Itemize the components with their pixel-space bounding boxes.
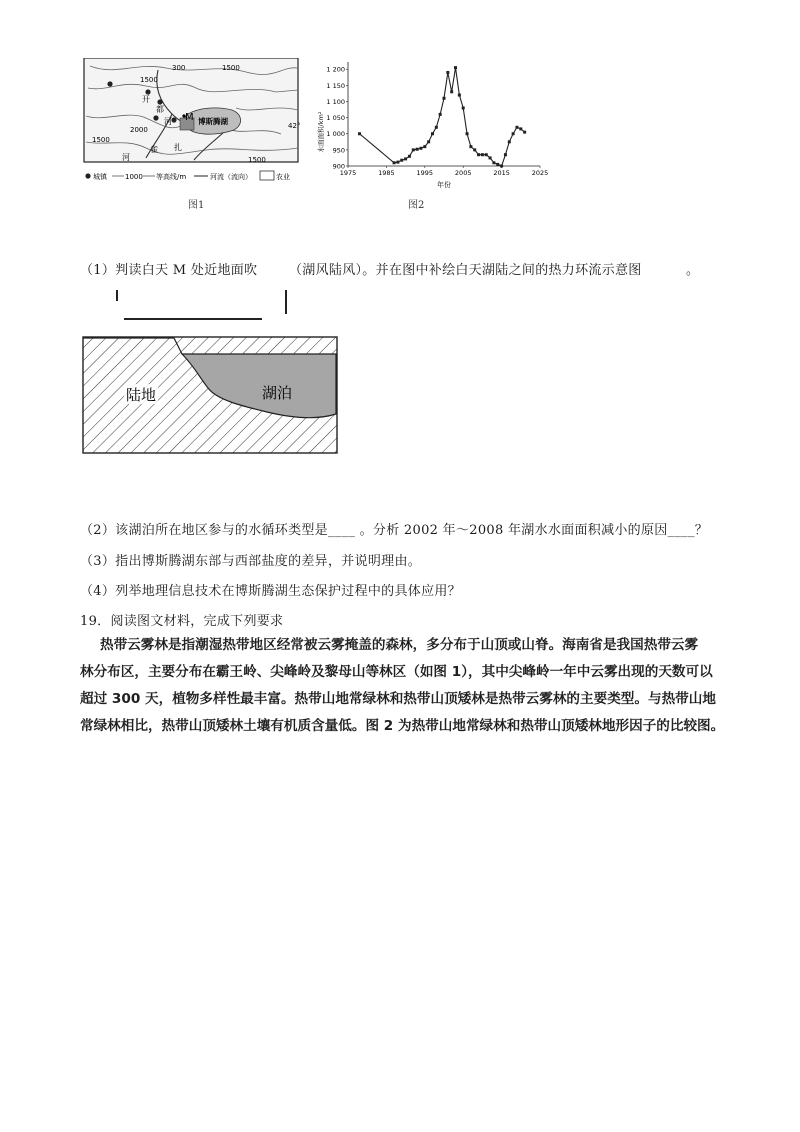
- passage-line: 热带云雾林是指潮湿热带地区经常被云雾掩盖的森林，多分布于山顶或山脊。海南省是我国热带云雾: [100, 637, 699, 653]
- river-name-char: 扎: [174, 143, 182, 152]
- town-dot: [157, 99, 162, 104]
- contour-label: 1500: [222, 64, 240, 72]
- passage-line: 超过 300 天，植物多样性最丰富。热带山地常绿林和热带山顶矮林是热带云雾林的主要类型。与热带山地: [80, 691, 716, 707]
- passage-line: 林分布区，主要分布在霸王岭、尖峰岭及黎母山等林区（如图 1），其中尖峰岭一年中云雾出现的天数可以: [80, 664, 713, 680]
- x-tick-label: 2015: [493, 169, 510, 177]
- data-point: [473, 148, 476, 151]
- data-point: [427, 140, 430, 143]
- figure2: [308, 58, 548, 190]
- data-point: [466, 132, 469, 135]
- figure1: [76, 58, 308, 188]
- data-point: [423, 145, 426, 148]
- y-axis-label: 水面面积/km²: [317, 111, 325, 153]
- data-point: [393, 161, 396, 164]
- legend-river: 河流（流向）: [210, 173, 252, 181]
- y-tick-label: 1 150: [326, 81, 345, 90]
- answer-mark-left: [116, 290, 118, 301]
- map-frame: [84, 58, 301, 162]
- legend-agriculture-icon: [260, 171, 274, 180]
- data-point: [512, 132, 515, 135]
- legend-contour-value: 1000: [125, 173, 143, 181]
- question-1-part-a: （1）判读白天 M 处近地面吹: [80, 263, 258, 278]
- y-tick-label: 1 100: [326, 97, 345, 106]
- data-point: [485, 153, 488, 156]
- answer-mark-right: [285, 290, 287, 314]
- legend-town: 城镇: [93, 173, 107, 181]
- data-point: [515, 126, 518, 129]
- river-name-char: 都: [156, 105, 164, 114]
- y-tick-label: 1 200: [326, 65, 345, 74]
- town-dot: [153, 115, 158, 120]
- data-point: [431, 132, 434, 135]
- data-point: [450, 90, 453, 93]
- data-point: [439, 113, 442, 116]
- data-point: [481, 153, 484, 156]
- data-point: [416, 148, 419, 151]
- question-2: （2）该湖泊所在地区参与的水循环类型是____ 。分析 2002 年～2008 年湖水水面面积减小的原因____？: [80, 523, 709, 538]
- question-3: （3）指出博斯腾湖东部与西部盐度的差异，并说明理由。: [80, 554, 422, 569]
- figure1-map: [76, 58, 308, 188]
- data-point: [519, 127, 522, 130]
- data-point: [408, 155, 411, 158]
- data-point: [412, 148, 415, 151]
- series-line: [360, 68, 525, 166]
- land-lake-svg: [82, 336, 338, 454]
- question-1-part-b: （湖风陆风）。并在图中补绘白天湖陆之间的热力环流示意图: [289, 263, 642, 278]
- answer-underline[interactable]: [124, 318, 262, 320]
- data-point: [523, 131, 526, 134]
- town-dot: [145, 89, 150, 94]
- x-tick-label: 1995: [416, 169, 434, 177]
- question-4: （4）列举地理信息技术在博斯腾湖生态保护过程中的具体应用？: [80, 584, 461, 599]
- river-name-char: 开: [142, 95, 150, 104]
- river-name-char: 雀: [150, 145, 158, 154]
- data-point: [492, 161, 495, 164]
- figure2-chart: [308, 58, 548, 190]
- y-tick-label: 1 050: [326, 114, 345, 123]
- question-19-title: 19．阅读图文材料，完成下列要求: [80, 614, 284, 629]
- y-tick-label: 950: [332, 146, 345, 155]
- data-point: [462, 106, 465, 109]
- land-lake-diagram[interactable]: [82, 336, 338, 454]
- contour-label: 1500: [248, 156, 266, 164]
- data-point: [446, 71, 449, 74]
- data-point: [435, 126, 438, 129]
- figure1-caption: 图1: [188, 200, 205, 211]
- data-point: [469, 145, 472, 148]
- data-point: [504, 153, 507, 156]
- passage-line: 常绿林相比，热带山顶矮林土壤有机质含量低。图 2 为热带山地常绿林和热带山顶矮林地形因子的比较图。: [80, 718, 725, 734]
- data-point: [454, 66, 457, 69]
- data-point: [500, 165, 503, 168]
- land-label: 陆地: [126, 386, 157, 404]
- figure2-caption: 图2: [408, 200, 425, 211]
- data-point: [458, 94, 461, 97]
- data-point: [489, 156, 492, 159]
- data-point: [496, 163, 499, 166]
- river-name-char: 河: [122, 153, 130, 162]
- data-point: [419, 147, 422, 150]
- town-dot: [171, 117, 176, 122]
- question-1-part-c: 。: [686, 263, 700, 278]
- legend-town-icon: [85, 173, 90, 178]
- y-tick-label: 1 000: [326, 130, 345, 139]
- data-point: [508, 140, 511, 143]
- contour-label: 300: [172, 64, 186, 72]
- latitude-label: 42°: [288, 122, 301, 130]
- data-point: [443, 97, 446, 100]
- y-tick-label: 900: [332, 162, 345, 171]
- data-point: [404, 157, 407, 160]
- legend-contour-unit: 等高线/m: [156, 173, 187, 181]
- legend-agriculture: 农业: [276, 173, 290, 181]
- question-19-passage: [80, 632, 770, 740]
- x-tick-label: 2005: [454, 169, 472, 177]
- point-m-label: M: [185, 112, 194, 123]
- x-tick-label: 2025: [531, 169, 548, 177]
- contour-label: 1500: [92, 136, 110, 144]
- x-tick-label: 1975: [339, 169, 357, 177]
- contour-label: 1500: [140, 76, 158, 84]
- river-name-char: 河: [164, 117, 172, 126]
- x-axis-label: 年份: [437, 181, 451, 189]
- contour-label: 2000: [130, 126, 148, 134]
- lake-name: 博斯腾湖: [198, 117, 228, 126]
- data-point: [477, 153, 480, 156]
- data-point: [400, 159, 403, 162]
- data-point: [358, 132, 361, 135]
- town-dot: [107, 81, 112, 86]
- lake-label: 湖泊: [262, 384, 293, 402]
- data-point: [396, 161, 399, 164]
- x-tick-label: 1985: [378, 169, 395, 177]
